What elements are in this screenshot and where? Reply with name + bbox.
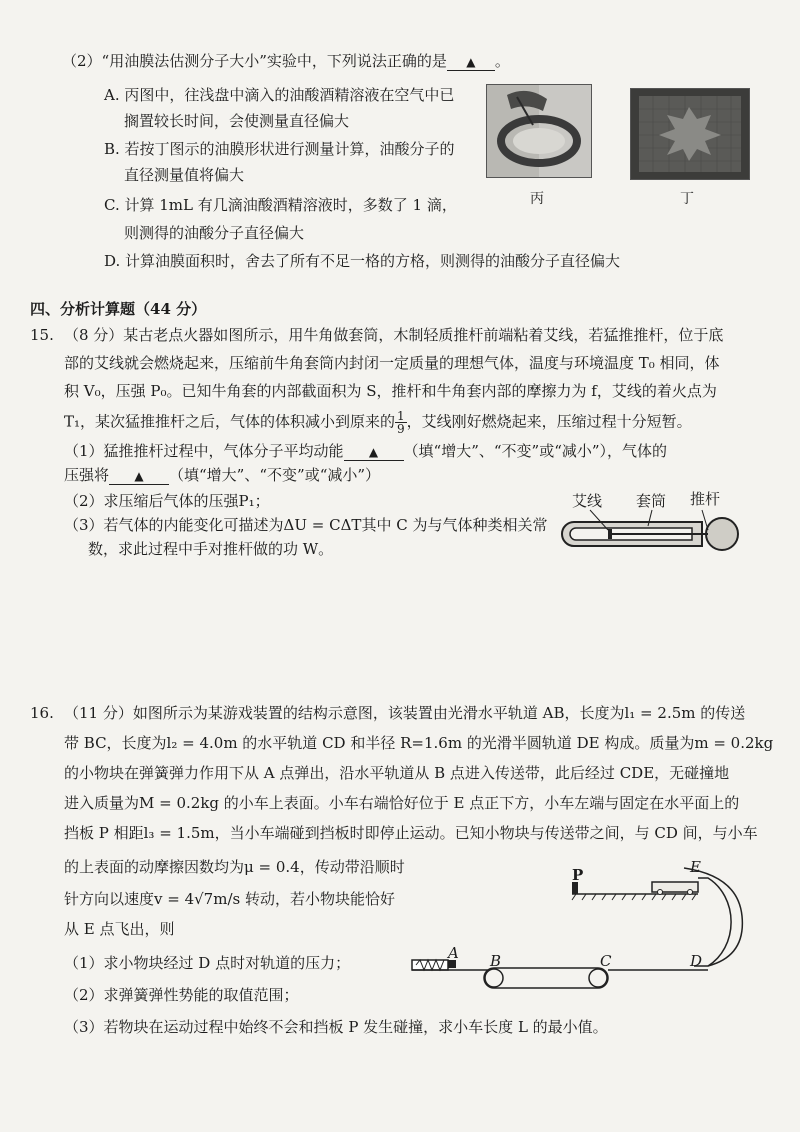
oil-tray-image xyxy=(487,85,591,177)
label-c: C xyxy=(600,952,612,970)
label-p: P xyxy=(572,866,584,884)
q16-sub3: （3）若物块在运动过程中始终不会和挡板 P 发生碰撞，求小车长度 L 的最小值。 xyxy=(64,1018,608,1036)
q16-line2: 带 BC，长度为l₂ = 4.0m 的水平轨道 CD 和半径 R=1.6m 的光滑半圆轨道 DE 构成。质量为m = 0.2kg xyxy=(64,734,774,752)
q15-line3: 积 V₀，压强 P₀。已知牛角套的内部截面积为 S，推杆和牛角套内部的摩擦力为 f，艾线的着火点为 xyxy=(64,382,717,400)
fraction-one-ninth: $\frac{1}{9}$ xyxy=(397,409,405,436)
option-c-line2: 则测得的油酸分子直径偏大 xyxy=(124,224,305,242)
caption-bing: 丙 xyxy=(530,191,544,207)
oil-film-image xyxy=(631,89,749,179)
label-d: D xyxy=(690,952,703,970)
q16-line4: 进入质量为M = 0.2kg 的小车上表面。小车右端恰好位于 E 点正下方，小车左端与固定在水平面上的 xyxy=(64,794,740,812)
q15-sub3: （3）若气体的内能变化可描述为ΔU = CΔT其中 C 为与气体种类相关常 xyxy=(64,516,548,534)
photo-ding xyxy=(630,88,750,180)
photo-bing xyxy=(486,84,592,178)
fire-piston-diagram xyxy=(552,508,752,560)
q15-line2: 部的艾线就会燃烧起来，压缩前牛角套筒内封闭一定质量的理想气体，温度与环境温度 T₀ 相同，体 xyxy=(64,354,720,372)
answer-blank: ▲ xyxy=(109,468,169,485)
q16-line1: （11 分）如图所示为某游戏装置的结构示意图，该装置由光滑水平轨道 AB，长度为l₁ = 2.5m 的传送 xyxy=(64,704,746,722)
caption-ding: 丁 xyxy=(680,191,694,207)
q15-number: 15. xyxy=(30,326,54,344)
q15-sub2: （2）求压缩后气体的压强P₁； xyxy=(64,492,270,510)
option-c-line1: C. 计算 1mL 有几滴油酸酒精溶液时，多数了 1 滴， xyxy=(104,196,457,214)
option-b-line1: B. 若按丁图示的油膜形状进行测量计算，油酸分子的 xyxy=(104,140,455,158)
q15-sub3-cont: 数，求此过程中手对推杆做的功 W。 xyxy=(88,540,334,558)
q14-part2-stem: （2）“用油膜法估测分子大小”实验中，下列说法正确的是 ▲ 。 xyxy=(62,52,510,70)
label-rod: 推杆 xyxy=(690,490,721,508)
q16-line3: 的小物块在弹簧弹力作用下从 A 点弹出，沿水平轨道从 B 点进入传送带，此后经过 CDE，无碰撞地 xyxy=(64,764,730,782)
q16-sub1: （1）求小物块经过 D 点时对轨道的压力； xyxy=(64,954,351,972)
q15-line4: T₁，某次猛推推杆之后，气体的体积减小到原来的 $\frac{1}{9}$ ，艾线刚好燃烧起来，压缩过程十分短暂。 xyxy=(64,409,692,436)
answer-blank: ▲ xyxy=(344,444,404,461)
label-b: B xyxy=(490,952,502,970)
option-b-line2: 直径测量值将偏大 xyxy=(124,166,245,184)
label-sleeve: 套筒 xyxy=(636,492,667,510)
label-a: A xyxy=(448,944,459,962)
game-track-diagram xyxy=(408,856,780,1006)
q16-number: 16. xyxy=(30,704,54,722)
option-a-line1: A. 丙图中，往浅盘中滴入的油酸酒精溶液在空气中已 xyxy=(104,86,455,104)
q15-sub1-cont: 压强将 ▲ （填“增大”、“不变”或“减小”） xyxy=(64,466,381,484)
label-wick: 艾线 xyxy=(572,492,603,510)
q16-sub2: （2）求弹簧弹性势能的取值范围； xyxy=(64,986,299,1004)
q16-line6: 的上表面的动摩擦因数均为μ = 0.4，传动带沿顺时 xyxy=(64,858,405,876)
q15-sub1: （1）猛推推杆过程中，气体分子平均动能 ▲ （填“增大”、“不变”或“减小”），气体的 xyxy=(64,442,668,460)
q16-line5: 挡板 P 相距l₃ = 1.5m，当小车端碰到挡板时即停止运动。已知小物块与传送带之间，与 CD 间，与小车 xyxy=(64,824,758,842)
label-e: E xyxy=(690,858,701,876)
q16-line8: 从 E 点飞出，则 xyxy=(64,920,175,938)
q15-line1: （8 分）某古老点火器如图所示，用牛角做套筒，木制轻质推杆前端粘着艾线，若猛推推杆，位于底 xyxy=(64,326,724,344)
option-a-line2: 搁置较长时间，会使测量直径偏大 xyxy=(124,112,350,130)
section-title: 四、分析计算题（44 分） xyxy=(30,300,207,318)
q16-line7: 针方向以速度v = 4√7m/s 转动，若小物块能恰好 xyxy=(64,890,395,908)
option-d-line1: D. 计算油膜面积时，舍去了所有不足一格的方格，则测得的油酸分子直径偏大 xyxy=(104,252,621,270)
answer-blank: ▲ xyxy=(447,54,495,71)
